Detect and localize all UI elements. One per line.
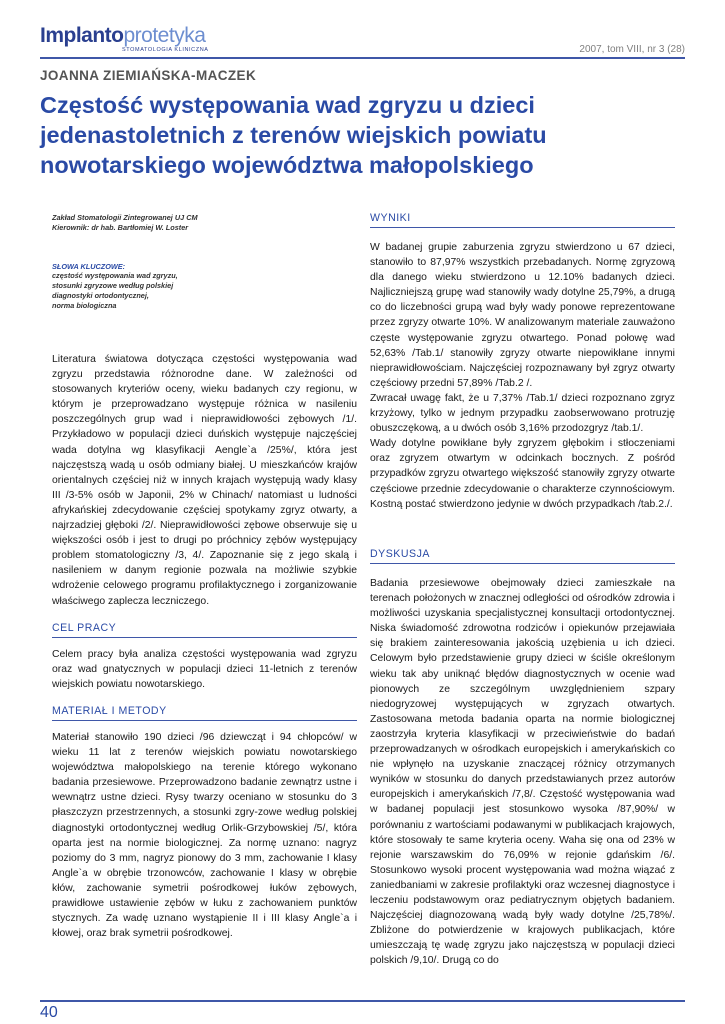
page-number: 40 xyxy=(40,1004,58,1021)
keywords-list xyxy=(52,271,242,311)
results-paragraph: W badanej grupie zaburzenia zgryzu stwierdzono u 67 dzieci, stanowiło to 87,97% wszystkich przebadanych. Normę zgryzową dla danego wieku stwierdzono u 12.10% badanych dzieci. Najliczniejszą grupę wad stanowiły wady dotylne 25,79%, a drugą co do liczebności grupą wad były wady ponowe reprezentowane przez zgryzy otwarte 10%. W analizowanym materiale zauważono częste występowanie zgryzu otwartego. Ponad połowę wad 52,63% /Tab.1/ stanowiły zgryzy otwarte niepowikłane innymi nieprawidłowościam. Najczęściej rozpoznawany był zgryz otwarty częściowy przedni 57,89% /Tab.2 /. xyxy=(370,242,675,389)
discussion-paragraph xyxy=(370,576,675,968)
intro-text: Literatura światowa dotycząca częstości występowania wad zgryzu przedstawia różnorodne dane. W zależności od stosowanych kryteriów oceny, wieku badanych czy regionu, w którym je przeprowadzano występuje różnica w nasileniu poszczególnych grup wad i nieprawidłowości zębowych /1/. Przykładowo w populacji dzieci duńskich występuje najczęściej wada dotylna wg klasyfikacji Aengle`a /25%/, która jest najczęstszą wadą u osób odmiany białej. U mieszkańców krajów orientalnych częściej niż w innych krajach występują wady klasy III /3-5% osób w Japonii, 2% w Chinach/ natomiast u ludności afrykańskiej zdecydowanie częściej spotykamy zgryz otwarty, a najrzadziej głęboki /2/. Nieprawidłowości zębowe obserwuje się u większości osób i jest to drugi po próchnicy zębów występujący problem stomatologiczny /3, 4/. Zapoznanie się z jego skalą i nasileniem w danym regionie pozwala na możliwie szybkie wdrożenie celowego programu profilaktycznego i zorganizowanie właściwego zaplecza leczniczego. xyxy=(52,354,357,607)
discussion-text: Badania przesiewowe obejmowały dzieci zamieszkałe na terenach położonych w znacznej odległości od ośrodków zdrowia i możliwości uzyskania specjalistycznej konsultacji ortodontycznej. Niska świadomość zdrowotna rodziców i opiekunów przejawiała się brakiem zainteresowania jakością uzębienia u ich dzieci. Celowym było przedstawienie grupy dzieci w ściśle określonym wieku tak aby uniknąć błędów diagnostycznych w ocenie wad pionowych ze szczególnym uwzględnieniem szpary niedogryzowej występujących w zgryzach otwartych. Zastosowana metoda badania oparta na normie biologicznej zaostrzyła kryteria klasyfikacji w przeciwieństwie do badań przeprowadzanych w ośrodkach europejskich i amerykańskich co nie wpłynęło na uzyskanie znaczącej różnicy otrzymanych wyników w stosunku do danych przedstawianych przez autorów europejskich i amerykańskich /7,8/. Częstość występowania wad w badanej populacji jest stosunkowo wysoka /87,90%/ w porównaniu z wartościami podawanymi w publikacjach krajowych, które stosowały te same kryteria oceny. Waha się ona od 23% w rejonie warszawskim do 76,09% w rejonie gdańskim /6/. Stosunkowo wysoki procent występowania wad można wiązać z zaniedbaniami w zakresie profilaktyki oraz wczesnej diagnostyce i leczeniu podstawowym oraz pediatrycznym objętych badaniem. Najczęściej diagnozowaną wadą były wady dotylne /25,78%/. Zbliżone do potwierdzenie w krajowych publikacjach, które umieszczają tę wadę zgryzu jako najczęstszą w populacji dzieci polskich /9,10/. Drugą co do xyxy=(370,578,675,967)
results-heading: WYNIKI xyxy=(370,212,675,228)
affiliation-line: Kierownik: dr hab. Bartłomiej W. Loster xyxy=(52,223,189,232)
footer-rule xyxy=(40,1000,685,1002)
issue-info: 2007, tom VIII, nr 3 (28) xyxy=(579,44,685,55)
intro-paragraph xyxy=(52,352,357,609)
keyword: norma biologiczna xyxy=(52,301,117,310)
methods-paragraph xyxy=(52,730,357,941)
aim-text: Celem pracy była analiza częstości występowania wad zgryzu oraz wad gnatycznych w populacji dzieci 11-letnich z terenów wiejskich powiatu nowotarskiego. xyxy=(52,649,357,691)
affiliation xyxy=(52,213,242,233)
results-section xyxy=(370,240,675,512)
methods-heading: MATERIAŁ I METODY xyxy=(52,705,357,721)
logo-part2: protetyka xyxy=(123,24,206,47)
keyword: diagnostyki ortodontycznej, xyxy=(52,291,149,300)
logo-subtitle: STOMATOLOGIA KLINICZNA xyxy=(122,47,209,53)
header-rule xyxy=(40,57,685,59)
keywords-heading: SŁOWA KLUCZOWE: xyxy=(52,262,126,271)
author-name: JOANNA ZIEMIAŃSKA-MACZEK xyxy=(40,68,257,83)
journal-logo xyxy=(40,24,205,48)
methods-text: Materiał stanowiło 190 dzieci /96 dziewcząt i 94 chłopców/ w wieku 11 lat z terenów wiejskich powiatu nowotarskiego województwa małopolskiego na terenie którego wykonano badania przesiewowe. Przeprowadzono badanie zewnątrz ustne i wewnątrz ustne dzieci. Rysy twarzy oceniano w stosunku do 3 płaszczyzn przestrzennych, a stosunki zgry-zowe według polskiej diagnostyki ortodontycznej według Orlik-Grzybowskiej /5/, która oparta jest na normie biologicznej. Za normę uznano: nagryz poziomy do 3 mm, nagryz pionowy do 3 mm, zachowanie I klasy Angle`a w obrębie trzonowców, zachowanie I klasy w obrębie kłów, zachowanie symetrii pośrodkowej łuków zębowych, prawidłowe ustawienie zębów w łuku z zachowaniem punktów stycznych. Za wadę uznano wystąpienie II i III klasy Angle`a i kłowej, oraz brak symetrii pośrodkowej. xyxy=(52,732,357,940)
results-paragraph: Zwracał uwagę fakt, że u 7,37% /Tab.1/ dzieci rozpoznano zgryz krzyżowy, tylko w jednym przypadku zaobserwowano protruzję obuszczękową, a u dwóch osób 3,16% przodozgryz /tab.1/. xyxy=(370,392,675,435)
discussion-heading: DYSKUSJA xyxy=(370,548,675,564)
keyword: częstość występowania wad zgryzu, xyxy=(52,271,178,280)
results-paragraph: Wady dotylne powikłane były zgryzem głębokim i stłoczeniami oraz zgryzem otwartym w odcinkach bocznych. Z pośród przypadków zgryzu otwartego większość stanowiły zgryzy otwarte częściowe przednie zdecydowanie o charakterze czynnościowym. Kostną postać stwierdzono jedynie w dwóch przypadkach /tab.2./. xyxy=(370,438,675,510)
logo-part1: Implanto xyxy=(40,24,124,47)
affiliation-line: Zakład Stomatologii Zintegrowanej UJ CM xyxy=(52,213,198,222)
aim-heading: CEL PRACY xyxy=(52,622,357,638)
keyword: stosunki zgryzowe według polskiej xyxy=(52,281,174,290)
aim-paragraph xyxy=(52,647,357,692)
article-title: Częstość występowania wad zgryzu u dzieci jedenastoletnich z terenów wiejskich powiatu nowotarskiego województwa małopolskiego xyxy=(40,92,547,178)
